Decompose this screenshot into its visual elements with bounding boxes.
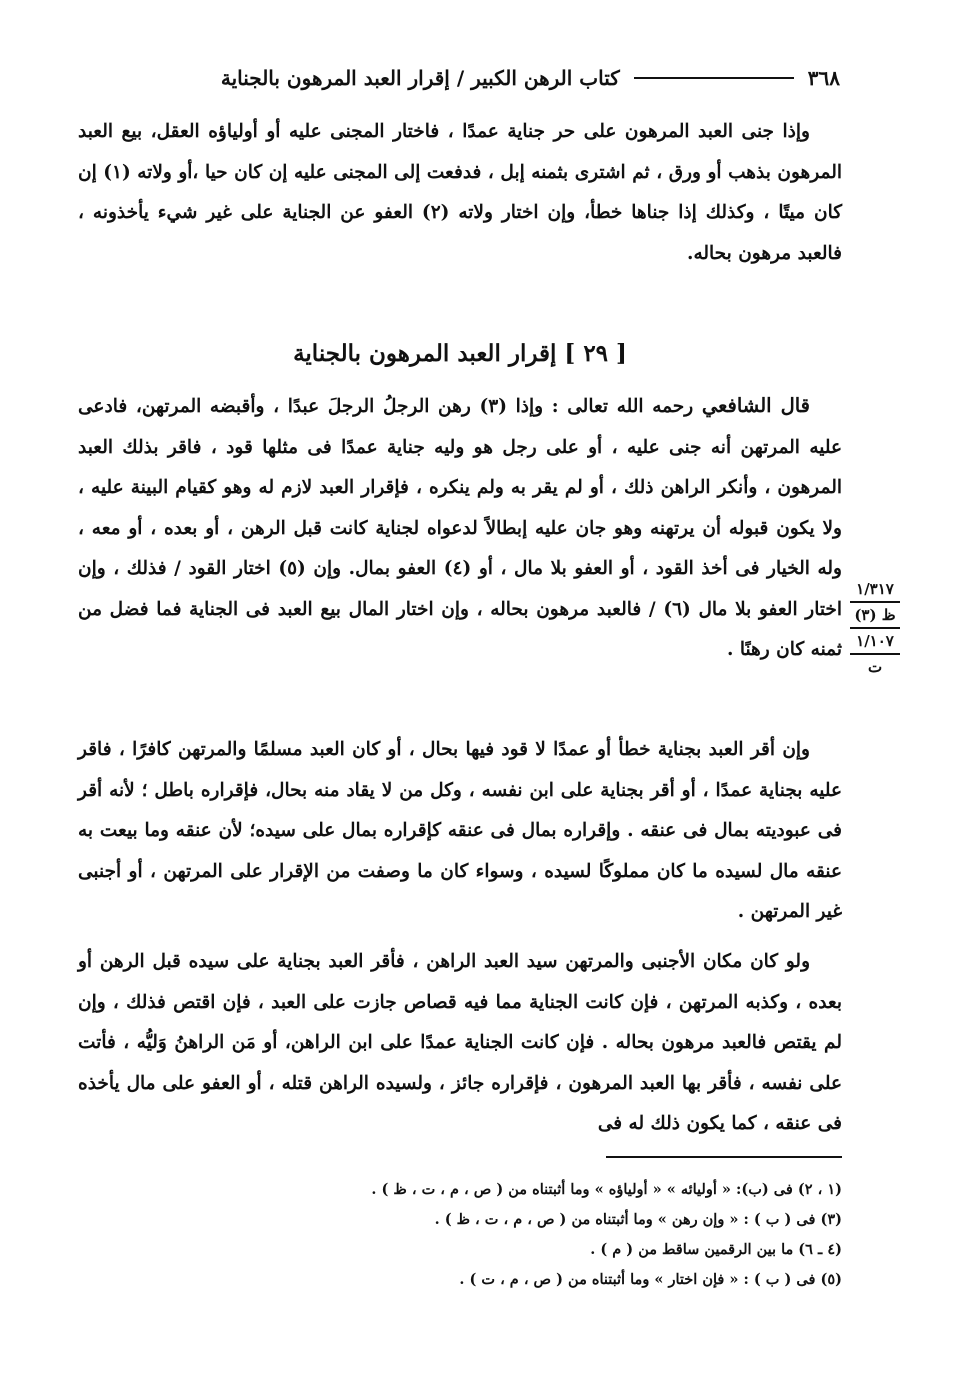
header-rule (634, 77, 794, 79)
paragraph-2-block (78, 730, 842, 933)
margin-notes (846, 578, 904, 678)
margin-note-rule (850, 653, 900, 655)
margin-note: ١/١٠٧ (856, 632, 894, 650)
running-header (78, 58, 840, 98)
intro-paragraph: وإذا جنى العبد المرهون على حر جناية عمدًا ، فاختار المجنى عليه أو أولياؤه العقل، بيع العبد المرهون بذهب أو ورق ، ثم اشترى بثمنه إبل ، فدفعت إلى المجنى عليه إن كان حيا ،أو ولاته (١) إن كان ميتًا ، وكذلك إذا جناها خطأ، وإن اختار ولاته (٢) العفو عن الجناية على غير شيء يأخذونه ، فالعبد مرهون بحاله. (78, 121, 843, 264)
footnote: (٥) فى ( ب ) : « فإن اختار » وما أثبتناه من ( ص ، م ، ت ) . (459, 1271, 842, 1288)
footnote: (٤ ـ ٦) ما بين الرقمين ساقط من ( م ) . (590, 1241, 842, 1258)
footnote: (١ ، ٢) فى (ب): « أوليائه » « أولياؤه » وما أثبتناه من ( ص ، م ، ت ، ظ ) . (371, 1181, 842, 1198)
running-title: كتاب الرهن الكبير / إقرار العبد المرهون بالجناية (220, 66, 620, 90)
footnote-rule (606, 1156, 842, 1158)
margin-note: ت (867, 658, 883, 676)
margin-note: ظ (٣) (854, 606, 896, 624)
footnote: (٣) فى ( ب ) : « وإن رهن » وما أثبتناه من ( ص ، م ، ت ، ظ ) . (434, 1211, 842, 1228)
paragraph-1-lead: قال الشافعي (701, 394, 811, 417)
paragraph-1 (78, 386, 842, 671)
paragraph-3: ولو كان مكان الأجنبى والمرتهن سيد العبد الراهن ، فأقر العبد بجناية على سيده قبل الرهن أو بعده ، وكذبه المرتهن ، فإن كانت الجناية مما فيه قصاص جازت على العبد ، فإن اقتص فذلك ، وإن لم يقتص فالعبد مرهون بحاله . فإن كانت الجناية عمدًا على ابن الراهن، أو مَن الراهنُ وَليُّه ، فأتت على نفسه ، فأقر بها العبد المرهون ، فإقراره جائز ، ولسيده الراهن قتله ، أو العفو على مال يأخذه فى عنقه ، كما يكون ذلك له فى (78, 951, 842, 1134)
paragraph-1-block (78, 386, 842, 671)
paragraph-1-text: رحمه الله تعالى : وإذا (٣) رهن الرجلُ الرجلَ عبدًا ، وأقبضه المرتهن، فادعى عليه المرتهن أنه جنى عليه ، أو على رجل هو وليه جناية عمدًا فى مثلها قود ، فاقر بذلك العبد المرهون ، وأنكر الراهن ذلك ، أو لم يقر به ولم ينكره ، فإقرار العبد لازم له وهو كقيام البينة عليه ، ولا يكون قبوله أن يرتهنه وهو جان عليه إبطالاً لدعواه لجناية كانت قبل الرهن ، أو بعده ، أو معه ، وله الخيار فى أخذ القود ، أو العفو بلا مال ، أو (٤) العفو بمال. وإن (٥) اختار القود / فذلك ، وإن اختار العفو بلا مال (٦) / فالعبد مرهون بحاله ، وإن اختار المال بيع العبد فى الجناية فما فضل من ثمنه كان رهنًا . (78, 396, 842, 660)
paragraph-3-block (78, 942, 842, 1145)
margin-note-rule (850, 627, 900, 629)
page-number: ٣٦٨ (807, 66, 840, 90)
paragraph-2: وإن أقر العبد بجناية خطأ أو عمدًا لا قود فيها بحال ، أو كان العبد مسلمًا والمرتهن كافرًا ، فاقر عليه بجناية عمدًا ، أو أقر بجناية على ابن نفسه ، وكل من لا يقاد منه بحال، فإقراره باطل ؛ لأنه أقر فى عبوديته بمال فى عنقه . وإقراره بمال فى عنقه كإقراره بمال على سيده؛ لأن عنقه وما بيعت به عنقه مال لسيده ما كان مملوكًا لسيده ، وسواء كان ما وصفت من الإقرار على المرتهن ، أو أجنبى غير المرتهن . (78, 739, 842, 922)
intro-paragraph-block (78, 112, 842, 274)
margin-note-rule (850, 601, 900, 603)
section-title: [ ٢٩ ] إقرار العبد المرهون بالجناية (293, 340, 627, 367)
margin-note: ١/٣١٧ (856, 580, 894, 598)
footnotes (78, 1175, 842, 1295)
